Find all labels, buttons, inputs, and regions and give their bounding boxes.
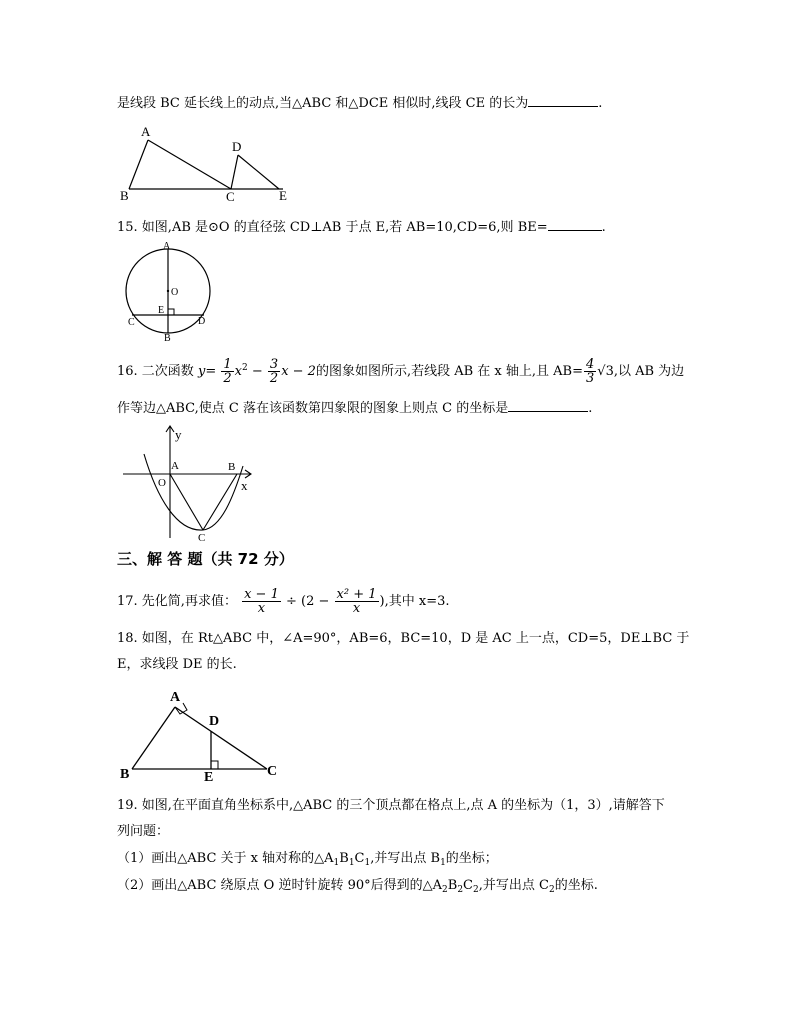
label-O: O [171, 287, 179, 298]
fraction-1-2: $\frac{1}{2}$ [223, 357, 232, 386]
label-C: C [198, 532, 206, 544]
label-y: y [175, 427, 182, 442]
segment-CD [231, 155, 238, 189]
segment-AC [170, 474, 203, 530]
label-D: D [232, 139, 242, 154]
segment-AC [175, 707, 267, 769]
q17-text: 17. 先化简,再求值： $\frac{x - 1}{x}$ ÷ (2 − $\frac{\text{x² + 1}}{x}$ ),其中 x=3. [117, 587, 450, 616]
figure-q15 [117, 238, 217, 342]
label-A: A [163, 241, 171, 252]
q19-item2: （2）画出△ABC 绕原点 O 逆时针旋转 90°后得到的$\triangle A_2B_2C_2$,并写出点 $C_2$的坐标. [117, 878, 598, 895]
answer-blank [548, 216, 602, 231]
label-C: C [128, 317, 135, 328]
q19-line2: 列问题： [117, 824, 170, 839]
label-A: A [171, 460, 179, 472]
label-B: B [228, 461, 236, 473]
q16-line2: 作等边△ABC,使点 C 落在该函数第四象限的图象上则点 C 的坐标是 . [117, 397, 592, 418]
q18-line1: 18. 如图，在 Rt△ABC 中，∠A=90°，AB=6，BC=10，D 是 AC 上一点，CD=5，DE⊥BC 于 [117, 631, 690, 646]
fraction-3-2: $\frac{3}{2}$ [269, 357, 279, 386]
segment-DE [238, 155, 279, 189]
figure-q18 [117, 686, 287, 782]
right-angle-mark [168, 309, 174, 315]
label-D: D [198, 316, 206, 327]
label-B: B [164, 333, 171, 342]
figure-q14 [117, 122, 297, 204]
fraction-4-3: $\frac{4}{3}$ [586, 357, 595, 386]
q18-line2: E，求线段 DE 的长. [117, 657, 237, 672]
label-E: E [158, 305, 165, 316]
q19-line1: 19. 如图,在平面直角坐标系中,△ABC 的三个顶点都在格点上,点 A 的坐标为（1，3）,请解答下 [117, 798, 665, 813]
segment-AC [148, 140, 231, 189]
label-E: E [204, 770, 214, 782]
label-D: D [209, 714, 220, 729]
answer-blank [508, 397, 588, 412]
label-O: O [158, 477, 166, 489]
label-A: A [170, 690, 181, 705]
q19-item1: （1）画出△ABC 关于 x 轴对称的$\triangle A_1B_1C_1$,并写出点 $B_1$的坐标； [117, 851, 498, 868]
segment-BA [129, 140, 148, 189]
fraction-x-minus-1-over-x: $\frac{x - 1}{x}$ [244, 587, 279, 616]
label-B: B [120, 767, 130, 782]
label-C: C [226, 189, 235, 204]
right-angle-E [211, 761, 218, 769]
segment-BA [132, 707, 175, 769]
figure-q16 [117, 420, 262, 544]
q14-text: 是线段 BC 延长线上的动点,当△ABC 和△DCE 相似时,线段 CE 的长为 . [117, 92, 602, 113]
q16-line1: 16. 二次函数 y= $\frac{1}{2}$ $x^2$ − $\frac{3}{2}$ x − 2的图象如图所示,若线段 AB 在 x 轴上,且 AB= $\frac{4}{3}$ √3,以 AB 为边 [117, 357, 685, 386]
fraction-x2-plus-1-over-x: $\frac{\text{x² + 1}}{x}$ [336, 587, 377, 616]
segment-BC [203, 474, 237, 530]
label-x: x [241, 478, 248, 493]
label-B: B [120, 188, 129, 203]
label-C: C [267, 764, 278, 779]
label-A: A [141, 124, 151, 139]
label-E: E [279, 188, 287, 203]
section-heading: 三、解 答 题（共 72 分） [117, 550, 294, 568]
center-point [167, 290, 169, 292]
q15-text: 15. 如图,AB 是⊙O 的直径弦 CD⊥AB 于点 E,若 AB=10,CD=6,则 BE= . [117, 216, 606, 237]
answer-blank [528, 92, 598, 107]
